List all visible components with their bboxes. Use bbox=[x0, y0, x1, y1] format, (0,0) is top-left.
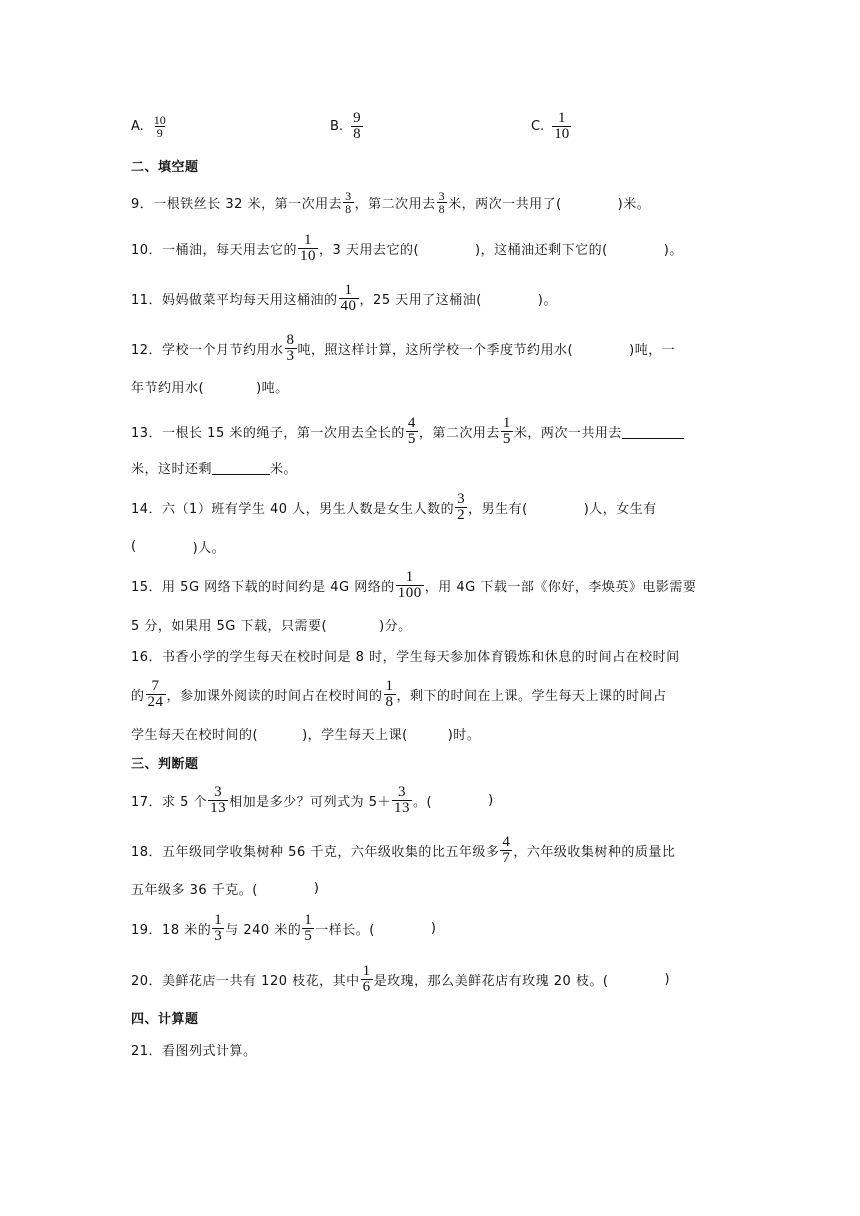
question-12-cont bbox=[131, 368, 289, 404]
numerator: 1 bbox=[214, 911, 223, 928]
question-text: 18．五年级同学收集树种 56 千克，六年级收集的比五年级多 bbox=[131, 844, 500, 860]
fraction bbox=[500, 835, 512, 866]
question-text: 学生每天在校时间的( bbox=[131, 727, 259, 743]
question-text: )。 bbox=[537, 292, 557, 308]
question-text: 19．18 米的 bbox=[131, 922, 212, 938]
question-11 bbox=[131, 280, 557, 316]
question-text: ( bbox=[131, 538, 137, 554]
question-21 bbox=[131, 1031, 257, 1067]
question-13-cont bbox=[131, 449, 297, 485]
denominator: 3 bbox=[214, 927, 223, 944]
question-text: 是玫瑰，那么美鲜花店有玫瑰 20 枝。( bbox=[373, 973, 609, 989]
numerator: 4 bbox=[407, 414, 416, 431]
fraction bbox=[285, 333, 297, 364]
question-text: 14．六（1）班有学生 40 人，男生人数是女生人数的 bbox=[131, 501, 455, 517]
denominator: 8 bbox=[345, 201, 352, 216]
denominator: 100 bbox=[397, 584, 422, 601]
fraction bbox=[455, 492, 467, 523]
option-label: A. bbox=[131, 118, 144, 134]
fraction bbox=[212, 913, 224, 944]
fraction bbox=[146, 679, 166, 710]
question-16-cont bbox=[131, 676, 667, 712]
option-b bbox=[330, 108, 364, 144]
section-heading-calculation: 四、计算题 bbox=[131, 1011, 199, 1027]
question-text: 米。 bbox=[270, 461, 298, 477]
denominator: 5 bbox=[407, 430, 416, 447]
question-text: ，六年级收集树种的质量比 bbox=[513, 844, 676, 860]
question-text: 16．书香小学的学生每天在校时间是 8 时，学生每天参加体育锻炼和休息的时间占在校时间 bbox=[131, 649, 680, 665]
question-text: 吨，照这样计算，这所学校一个季度节约用水( bbox=[297, 342, 574, 358]
question-text: ，25 天用了这桶油( bbox=[359, 292, 482, 308]
fraction bbox=[392, 785, 412, 816]
question-18 bbox=[131, 832, 675, 868]
question-text: )米。 bbox=[617, 196, 651, 212]
question-18-cont bbox=[131, 870, 319, 906]
denominator: 7 bbox=[502, 849, 511, 866]
question-10 bbox=[131, 230, 683, 266]
numerator: 1 bbox=[344, 281, 353, 298]
denominator: 10 bbox=[300, 247, 317, 264]
question-17 bbox=[131, 782, 494, 818]
question-text: ) bbox=[488, 792, 494, 808]
question-13 bbox=[131, 413, 684, 449]
question-text: 9．一根铁丝长 32 米，第一次用去 bbox=[131, 196, 343, 212]
numerator: 3 bbox=[214, 783, 223, 800]
question-text: ，参加课外阅读的时间占在校时间的 bbox=[166, 688, 383, 704]
question-text: 17．求 5 个 bbox=[131, 794, 208, 810]
question-14 bbox=[131, 489, 657, 525]
denominator: 9 bbox=[156, 125, 163, 140]
fraction bbox=[302, 913, 314, 944]
numerator: 1 bbox=[502, 414, 511, 431]
question-text: ，用 4G 下载一部《你好，李焕英》电影需要 bbox=[424, 579, 697, 595]
numerator: 1 bbox=[304, 911, 313, 928]
answer-blank[interactable] bbox=[212, 460, 270, 475]
answer-blank[interactable] bbox=[622, 424, 684, 439]
denominator: 3 bbox=[286, 347, 295, 364]
question-text: ，剩下的时间在上课。学生每天上课的时间占 bbox=[396, 688, 667, 704]
option-a bbox=[131, 108, 169, 144]
question-text: )时。 bbox=[447, 727, 481, 743]
question-text: )吨。 bbox=[256, 380, 289, 396]
question-text: )。 bbox=[663, 242, 683, 258]
denominator: 6 bbox=[362, 978, 371, 995]
question-9 bbox=[131, 184, 650, 220]
fraction bbox=[501, 416, 513, 447]
section-heading-true-false: 三、判断题 bbox=[131, 756, 199, 772]
question-text: 13．一根长 15 米的绳子，第一次用去全长的 bbox=[131, 425, 405, 441]
question-text: )人，女生有 bbox=[583, 501, 657, 517]
question-text: )，学生每天上课( bbox=[302, 727, 408, 743]
section-heading-fill-in: 二、填空题 bbox=[131, 159, 199, 175]
question-12 bbox=[131, 330, 675, 366]
fraction bbox=[552, 111, 571, 142]
question-text: 11．妈妈做菜平均每天用这桶油的 bbox=[131, 292, 338, 308]
question-text: 一样长。( bbox=[315, 922, 375, 938]
question-text: ) bbox=[430, 920, 437, 936]
question-text: 的 bbox=[131, 688, 145, 704]
question-text: ) bbox=[664, 971, 671, 987]
numerator: 4 bbox=[502, 833, 511, 850]
question-text: )人。 bbox=[192, 540, 226, 556]
question-15 bbox=[131, 567, 696, 603]
question-14-cont bbox=[131, 528, 225, 564]
fraction bbox=[396, 570, 424, 601]
question-text: 5 分，如果用 5G 下载，只需要( bbox=[131, 618, 328, 634]
question-text: 五年级多 36 千克。( bbox=[131, 882, 258, 898]
question-text: 米，两次一共用了( bbox=[448, 196, 562, 212]
question-20 bbox=[131, 961, 670, 997]
question-text: ，男生有( bbox=[468, 501, 528, 517]
denominator: 24 bbox=[147, 693, 164, 710]
question-text: 米，这时还剩 bbox=[131, 461, 213, 477]
question-text: 与 240 米的 bbox=[225, 922, 302, 938]
question-19 bbox=[131, 910, 436, 946]
fraction bbox=[406, 416, 418, 447]
question-text: 。( bbox=[412, 794, 433, 810]
denominator: 2 bbox=[457, 506, 466, 523]
question-text: 21．看图列式计算。 bbox=[131, 1043, 257, 1059]
question-text: 20．美鲜花店一共有 120 枝花，其中 bbox=[131, 973, 360, 989]
denominator: 13 bbox=[210, 799, 227, 816]
question-text: 15．用 5G 网络下载的时间约是 4G 网络的 bbox=[131, 579, 395, 595]
numerator: 1 bbox=[304, 231, 313, 248]
option-label: B. bbox=[330, 118, 344, 134]
question-text: )分。 bbox=[379, 618, 412, 634]
question-text: 相加是多少？可列式为 5＋ bbox=[229, 794, 391, 810]
fraction bbox=[208, 785, 228, 816]
question-text: 米，两次一共用去 bbox=[513, 425, 622, 441]
question-text: )，这桶油还剩下它的( bbox=[475, 242, 608, 258]
denominator: 8 bbox=[353, 125, 361, 142]
numerator: 1 bbox=[557, 109, 566, 126]
question-text: ，3 天用去它的( bbox=[319, 242, 420, 258]
question-text: ) bbox=[313, 880, 320, 896]
numerator: 3 bbox=[345, 188, 352, 203]
numerator: 9 bbox=[353, 109, 361, 126]
fraction bbox=[298, 233, 318, 264]
numerator: 1 bbox=[405, 568, 414, 585]
fraction bbox=[152, 114, 168, 139]
numerator: 8 bbox=[286, 331, 295, 348]
numerator: 3 bbox=[457, 490, 466, 507]
question-16 bbox=[131, 637, 680, 673]
denominator: 40 bbox=[340, 297, 357, 314]
numerator: 7 bbox=[151, 677, 160, 694]
question-text: 年节约用水( bbox=[131, 380, 205, 396]
denominator: 10 bbox=[554, 125, 570, 142]
numerator: 1 bbox=[385, 677, 394, 694]
fraction bbox=[351, 111, 363, 142]
numerator: 1 bbox=[362, 962, 371, 979]
denominator: 5 bbox=[502, 430, 511, 447]
question-text: 12．学校一个月节约用水 bbox=[131, 342, 284, 358]
fraction bbox=[343, 190, 354, 215]
numerator: 3 bbox=[438, 188, 446, 203]
question-text: 10．一桶油，每天用去它的 bbox=[131, 242, 298, 258]
numerator: 10 bbox=[153, 112, 166, 127]
denominator: 5 bbox=[304, 927, 313, 944]
denominator: 8 bbox=[438, 201, 446, 216]
numerator: 3 bbox=[397, 783, 406, 800]
option-c bbox=[531, 108, 572, 144]
option-label: C. bbox=[531, 118, 545, 134]
question-text: )吨，一 bbox=[629, 342, 676, 358]
question-text: ，第二次用去 bbox=[354, 196, 436, 212]
denominator: 13 bbox=[393, 799, 410, 816]
fraction bbox=[384, 679, 396, 710]
fraction bbox=[361, 964, 373, 995]
question-text: ，第二次用去 bbox=[418, 425, 500, 441]
denominator: 8 bbox=[385, 693, 394, 710]
fraction bbox=[339, 283, 359, 314]
fraction bbox=[437, 190, 448, 215]
